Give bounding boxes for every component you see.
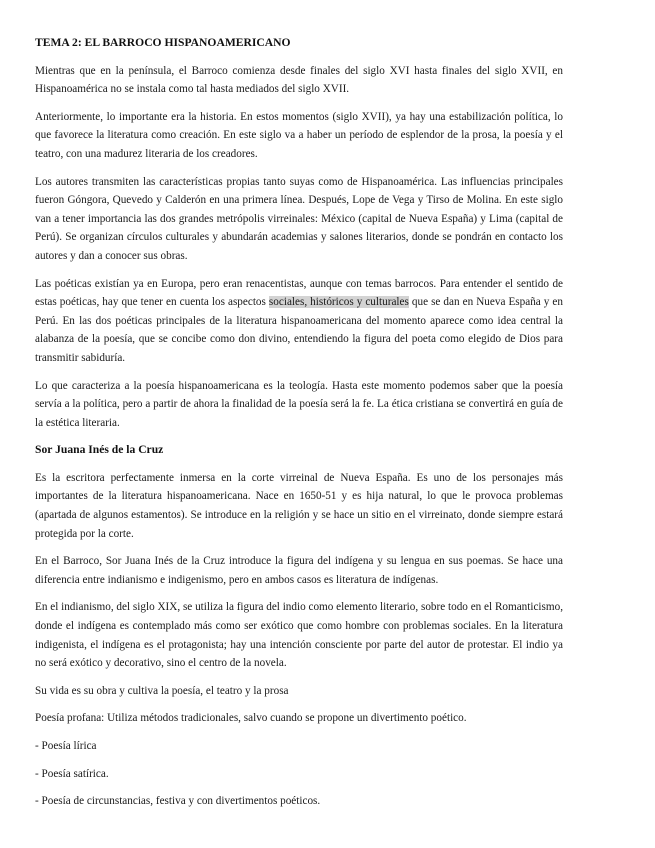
paragraph-profane-poetry: Poesía profana: Utiliza métodos tradicionales, salvo cuando se propone un divertimento poético.	[35, 712, 467, 725]
document-title: TEMA 2: EL BARROCO HISPANOAMERICANO	[35, 36, 291, 49]
document-body	[35, 34, 563, 820]
paragraph-intro: Mientras que en la península, el Barroco comienza desde finales del siglo XVI hasta finales del siglo XVII, en Hispanoamérica no se instala como tal hasta mediados del siglo XVII.	[35, 64, 563, 96]
paragraph-indigenous: En el Barroco, Sor Juana Inés de la Cruz introduce la figura del indígena y su lengua en sus poemas. Se hace una diferencia entre indianismo e indigenismo, pero en ambos casos es literatura de indígenas.	[35, 555, 563, 586]
list-item: - Poesía de circunstancias, festiva y con divertimentos poéticos.	[35, 795, 321, 808]
paragraph-authors: Los autores transmiten las características propias tanto suyas como de Hispanoamérica. Las influencias principales fueron Góngora, Quevedo y Calderón en una primera línea. Después, Lope de Vega y Tirso de Molina. En este siglo van a tener importancia las dos grandes metrópolis virreinales: México (capital de Nueva España) y Lima (capital de Perú). Se organizan círculos culturales y abundarán academias y salones literarios, donde se pondrán en contacto los autores y dan a conocer sus obras.	[35, 175, 563, 262]
highlighted-text: sociales, históricos y culturales	[268, 296, 409, 309]
paragraph-history: Anteriormente, lo importante era la historia. En estos momentos (siglo XVII), ya hay una estabilización política, lo que favorece la literatura como creación. En este siglo va a haber un período de esplendor de la prosa, la poesía y el teatro, con una madurez literaria de los creadores.	[35, 110, 563, 160]
poetics-text-after: que se dan en Nueva España y en Perú. En las dos poéticas principales de la literatura hispanoamericana del momento aparece como idea central la alabanza de la poesía, que se concibe como don divino, entendiendo la figura del poeta como elegido de Dios para transmitir sabiduría.	[35, 296, 563, 364]
poetics-text-before: Las poéticas existían ya en Europa, pero eran renacentistas, aunque con temas barrocos. Para entender el sentido de estas poéticas, hay que tener en cuenta los aspectos	[35, 277, 563, 309]
paragraph-life-work: Su vida es su obra y cultiva la poesía, el teatro y la prosa	[35, 684, 289, 697]
section-heading: Sor Juana Inés de la Cruz	[35, 443, 164, 457]
paragraph-indianismo: En el indianismo, del siglo XIX, se utiliza la figura del indio como elemento literario, sobre todo en el Romanticismo, donde el indígena es contemplado más como ser exótico que como hombre con problemas sociales. En la literatura indigenista, el indígena es el protagonista; hay una intención consciente por parte del autor de protestar. El indio ya no será exótico y decorativo, sino el centro de la novela.	[35, 601, 563, 670]
paragraph-poetics	[35, 275, 563, 368]
list-item: - Poesía lírica	[35, 740, 97, 752]
paragraph-biography: Es la escritora perfectamente inmersa en la corte virreinal de Nueva España. Es uno de los personajes más importantes de la literatura hispanoamericana. Nace en 1650-51 y es hija natural, lo que le provoca problemas (apartada de algunos estamentos). Se introduce en la religión y se hace un sitio en el virreinato, donde siempre estará protegida por la corte.	[35, 471, 563, 540]
list-item: - Poesía satírica.	[35, 767, 109, 780]
paragraph-theology: Lo que caracteriza a la poesía hispanoamericana es la teología. Hasta este momento podemos saber que la poesía servía a la política, pero a partir de ahora la finalidad de la poesía será la fe. La ética cristiana se convertirá en guía de la estética literaria.	[35, 379, 563, 429]
